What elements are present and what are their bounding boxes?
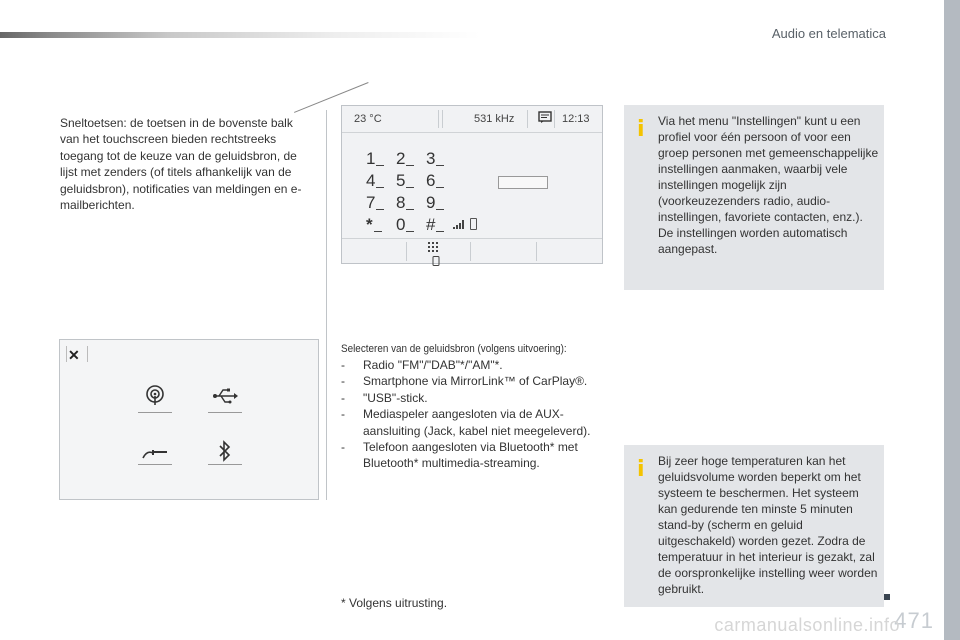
list-item: - "USB"-stick. — [341, 390, 611, 406]
section-title: Audio en telematica — [771, 26, 886, 41]
info-box-settings — [624, 105, 884, 290]
status-separator — [442, 110, 443, 128]
dial-keypad — [366, 148, 456, 236]
key-0: 0 — [396, 215, 406, 234]
temperature-readout: 23 °C — [354, 113, 382, 125]
usb-icon — [208, 388, 242, 409]
side-band — [944, 0, 960, 640]
clock-readout: 12:13 — [562, 113, 590, 125]
screen-separator — [66, 346, 67, 362]
key-3: 3 — [426, 149, 436, 168]
key-5: 5 — [396, 171, 406, 190]
signal-icon — [453, 220, 465, 231]
key-7: 7 — [366, 193, 376, 212]
info-icon: i — [637, 457, 645, 482]
bottom-separator — [470, 242, 471, 261]
number-field — [498, 176, 548, 189]
info-text: Bij zeer hoge temperaturen kan het geluidsvolume worden beperkt om het systeem te beschermen. Het systeem kan gedurende ten minste 5 minuten stand-by (scherm en geluid uitgeschakeld) worden gezet. Zodra de temperatuur in het interieur is gezakt, zal de oorspronkelijke instelling weer worden gebruikt. — [658, 454, 878, 596]
info-text: Via het menu "Instellingen" kunt u een profiel voor één persoon of voor een groep personen met gemeenschappelijke instellingen aanmaken, waarbij vele instellingen mogelijk zijn (voorkeuzezenders radio, audio-instellingen, favoriete contacten, enz.). De instellingen worden automatisch aangepast. — [658, 114, 879, 256]
frequency-readout: 531 kHz — [474, 113, 515, 125]
aux-cable-icon — [138, 444, 172, 465]
shortcut-paragraph: Sneltoetsen: de toetsen in de bovenste balk van het touchscreen bieden rechtstreeks toegang tot de keuze van de geluidsbron, de lijst met zenders (of titels afhankelijk van de geluidsbron), notificaties van meldingen en e-mailberichten. — [60, 116, 302, 213]
bottom-separator — [406, 242, 407, 261]
radio-icon — [138, 384, 172, 411]
phone-icon — [432, 253, 440, 271]
bluetooth-icon — [208, 440, 242, 467]
phone-screen-illustration — [341, 105, 603, 264]
key-hash: # — [426, 215, 436, 234]
key-9: 9 — [426, 193, 436, 212]
close-icon: ✕ — [68, 347, 80, 363]
list-heading: Selecteren van de geluidsbron (volgens uitvoering): — [341, 343, 567, 355]
key-star: * — [366, 215, 373, 234]
screen-separator — [87, 346, 88, 362]
page-number: 471 — [894, 608, 934, 633]
key-1: 1 — [366, 149, 376, 168]
status-separator — [438, 110, 439, 128]
source-screen-illustration — [59, 339, 319, 500]
source-list — [341, 357, 611, 472]
icon-underline — [208, 464, 242, 465]
key-8: 8 — [396, 193, 406, 212]
watermark: carmanualsonline.info — [714, 615, 900, 635]
status-bar — [342, 106, 602, 133]
bottom-separator — [536, 242, 537, 261]
list-item: - Mediaspeler aangesloten via de AUX-aansluiting (Jack, kabel niet meegeleverd). — [341, 406, 611, 439]
footnote: * Volgens uitrusting. — [341, 596, 448, 610]
icon-underline — [208, 412, 242, 413]
battery-icon — [470, 218, 477, 230]
status-separator — [554, 110, 555, 128]
icon-underline — [138, 412, 172, 413]
header-bar — [0, 32, 480, 38]
key-6: 6 — [426, 171, 436, 190]
bottom-bar — [342, 238, 602, 264]
icon-underline — [138, 464, 172, 465]
key-4: 4 — [366, 171, 376, 190]
column-divider — [326, 110, 327, 500]
list-item: - Smartphone via MirrorLink™ of CarPlay®. — [341, 373, 611, 389]
info-box-temperature — [624, 445, 884, 607]
list-item: - Radio "FM"/"DAB"*/"AM"*. — [341, 357, 611, 373]
status-separator — [527, 110, 528, 128]
info-icon: i — [637, 117, 645, 142]
key-2: 2 — [396, 149, 406, 168]
page-marker — [884, 594, 890, 600]
list-item: - Telefoon aangesloten via Bluetooth* met Bluetooth* multimedia-streaming. — [341, 439, 611, 472]
message-icon — [538, 111, 552, 126]
